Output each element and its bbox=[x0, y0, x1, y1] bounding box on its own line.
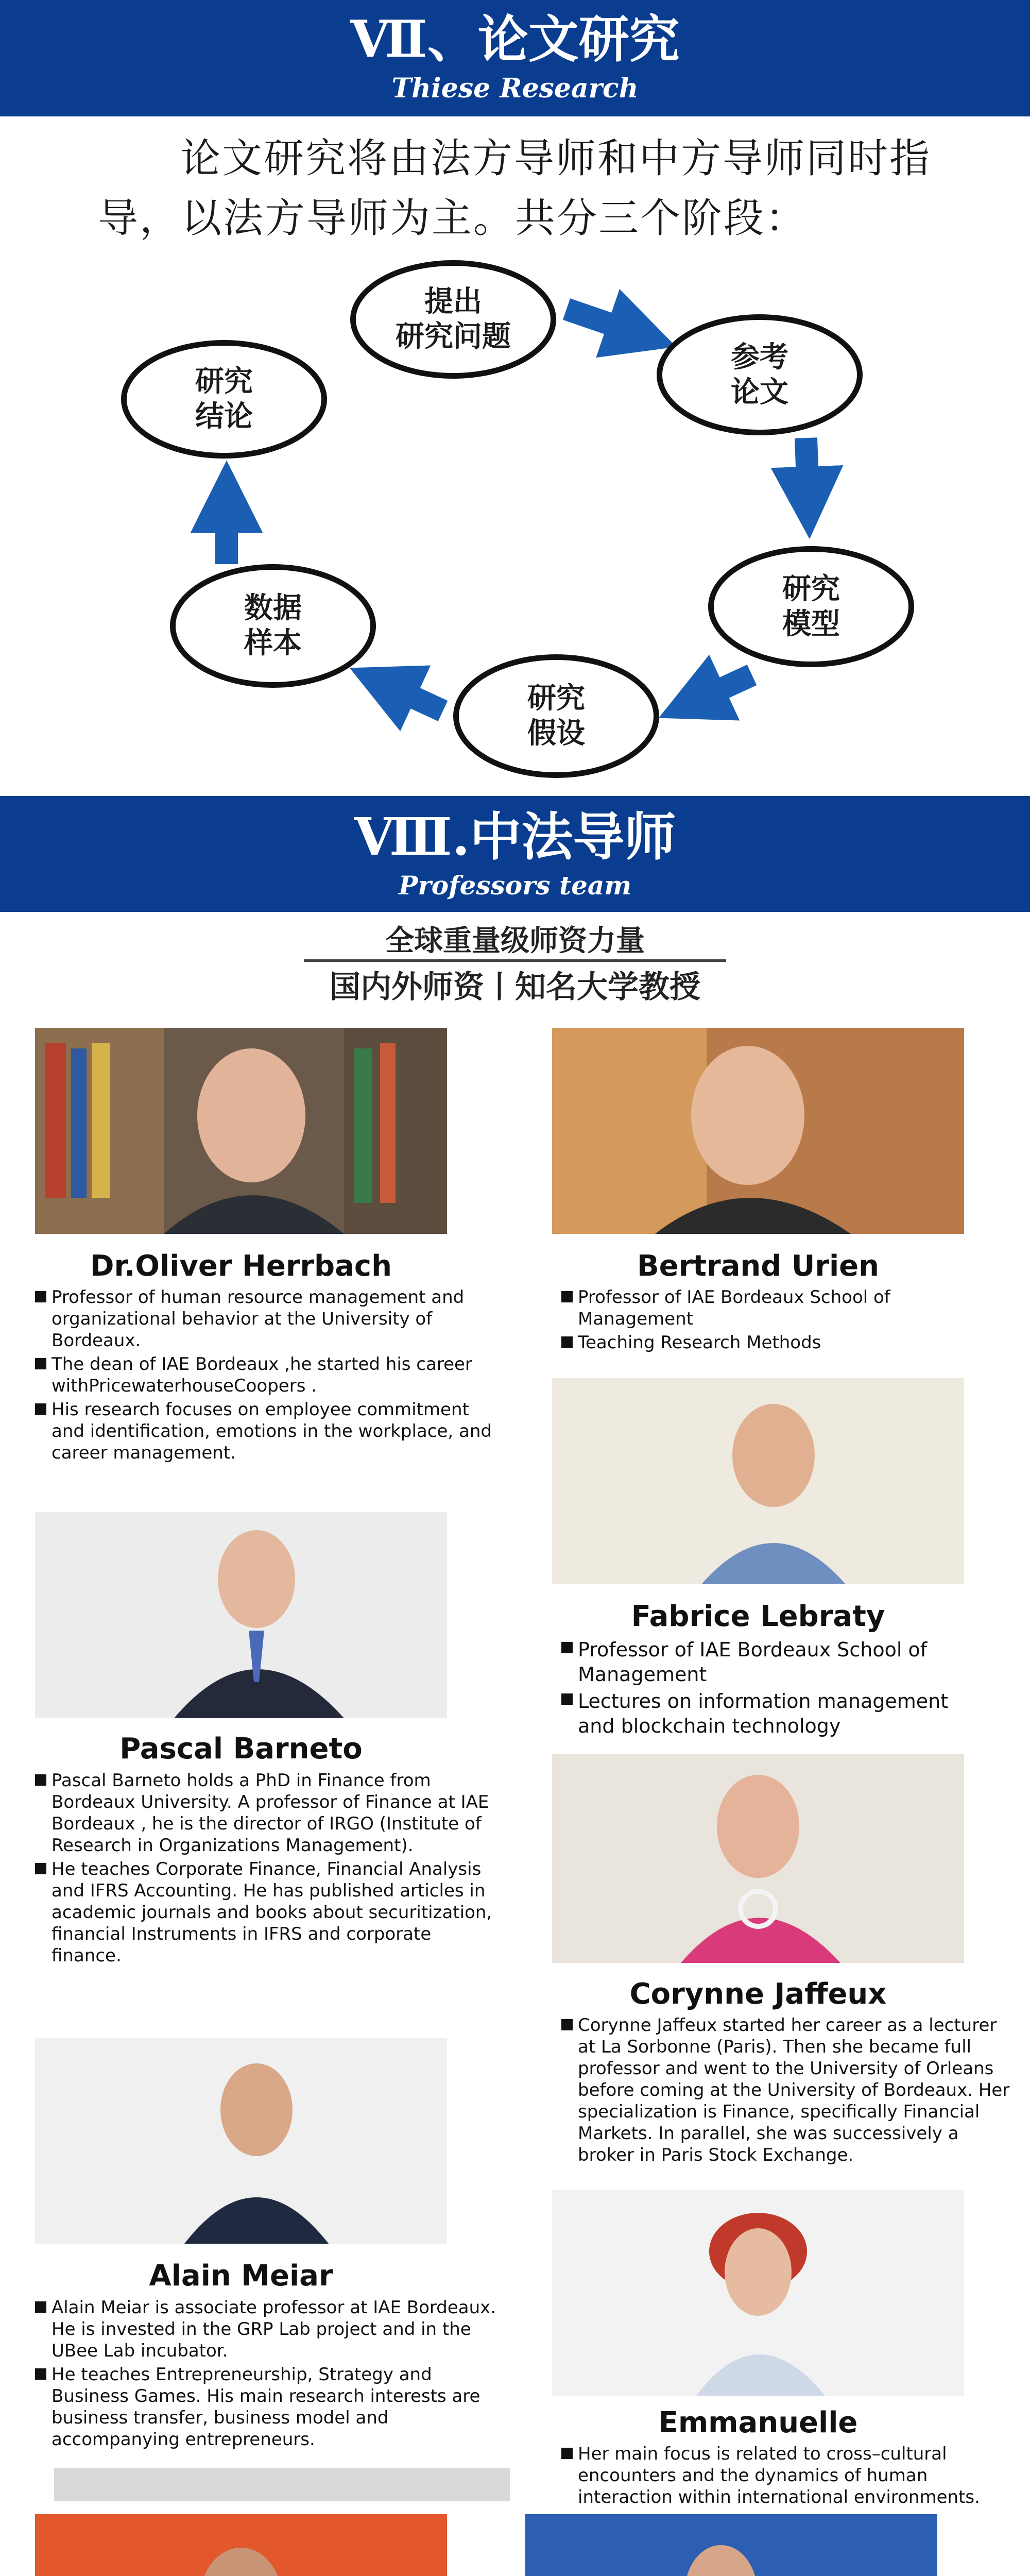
bullet: Alain Meiar is associate professor at IAE Bordeaux. He is invested in the GRP Lab project and in the UBee Lab incubator. bbox=[35, 2297, 509, 2362]
bullet: He teaches Corporate Finance, Financial Analysis and IFRS Accounting. He has published articles in academic journals and books about securitization, financial Instruments in IFRS and corporate finance. bbox=[35, 1858, 499, 1967]
prof-bullets-herrbach bbox=[35, 1286, 499, 1466]
arrow-4 bbox=[376, 680, 443, 711]
bullet: Corynne Jaffeux started her career as a lecturer at La Sorbonne (Paris). Then she became full professor and went to the University of Orleans before coming at the University of Bordeaux. Her specialization is Finance, specifically Financial Markets. In parallel, she was successively a broker in Paris Stock Exchange. bbox=[561, 2014, 1015, 2166]
section8-title: Ⅷ.中法导师 bbox=[354, 806, 676, 867]
prof-bullets-jaffeux bbox=[561, 2014, 1015, 2168]
bullet: The dean of IAE Bordeaux ,he started his career withPricewaterhouseCoopers . bbox=[35, 1353, 499, 1397]
section7-intro: 论文研究将由法方导师和中方导师同时指导，以法方导师为主。共分三个阶段： bbox=[98, 135, 932, 242]
prof-name-lebraty: Fabrice Lebraty bbox=[631, 1600, 885, 1633]
prof-name-jaffeux: Corynne Jaffeux bbox=[629, 1977, 887, 2011]
section-divider bbox=[54, 2468, 510, 2501]
prof-bullets-urien bbox=[561, 1286, 984, 1355]
tagline-rule bbox=[304, 959, 726, 962]
bullet: Pascal Barneto holds a PhD in Finance from Bordeaux University. A professor of Finance at IAE Bordeaux , he is the director of IRGO (Institute of Research in Organizations Management). bbox=[35, 1770, 499, 1856]
cycle-step-5: 数据 样本 bbox=[170, 564, 376, 688]
photo-barneto bbox=[35, 1512, 447, 1718]
photo-urien bbox=[552, 1028, 964, 1234]
cycle-step-2: 参考 论文 bbox=[657, 314, 863, 435]
prof-name-meiar: Alain Meiar bbox=[149, 2259, 333, 2293]
arrow-2 bbox=[806, 438, 809, 510]
bullet: Teaching Research Methods bbox=[561, 1332, 984, 1353]
bullet: Lectures on information management and blockchain technology bbox=[561, 1689, 984, 1738]
section7-title: Ⅶ、论文研究 bbox=[350, 10, 680, 69]
section7-subtitle: Thiese Research bbox=[391, 73, 639, 104]
prof-name-urien: Bertrand Urien bbox=[637, 1249, 880, 1283]
prof-name-barneto: Pascal Barneto bbox=[119, 1732, 363, 1766]
photo-lebraty bbox=[552, 1378, 964, 1584]
bullet: He teaches Entrepreneurship, Strategy and Business Games. His main research interests are business transfer, business model and accompanying entrepreneurs. bbox=[35, 2364, 509, 2450]
photo-emmanuelle bbox=[552, 2190, 964, 2396]
bullet: Professor of IAE Bordeaux School of Management bbox=[561, 1637, 984, 1687]
prof-bullets-lebraty bbox=[561, 1637, 984, 1740]
arrow-1 bbox=[566, 309, 649, 337]
section7-banner bbox=[0, 0, 1030, 116]
bullet: Her main focus is related to cross–cultural encounters and the dynamics of human interaction within international environments. bbox=[561, 2443, 1015, 2508]
section8-banner bbox=[0, 796, 1030, 912]
prof-name-emmanuelle: Emmanuelle bbox=[658, 2406, 858, 2439]
prof-bullets-emmanuelle bbox=[561, 2443, 1015, 2510]
photo-xiang bbox=[35, 2514, 447, 2576]
bullet: Professor of IAE Bordeaux School of Management bbox=[561, 1286, 984, 1330]
bullet: Professor of human resource management and organizational behavior at the University of Bordeaux. bbox=[35, 1286, 499, 1351]
prof-bullets-barneto bbox=[35, 1770, 499, 1969]
photo-jin bbox=[525, 2514, 937, 2576]
cycle-step-1: 提出 研究问题 bbox=[350, 260, 556, 379]
arrow-3 bbox=[685, 675, 752, 706]
prof-bullets-meiar bbox=[35, 2297, 509, 2452]
photo-jaffeux bbox=[552, 1754, 964, 1963]
cycle-step-3: 研究 模型 bbox=[708, 546, 914, 667]
photo-meiar bbox=[35, 2038, 447, 2244]
tagline-1: 全球重量级师资力量 bbox=[385, 924, 645, 958]
tagline-2: 国内外师资丨知名大学教授 bbox=[330, 969, 700, 1005]
cycle-step-6: 研究 结论 bbox=[121, 340, 327, 459]
prof-name-herrbach: Dr.Oliver Herrbach bbox=[90, 1249, 392, 1283]
cycle-step-4: 研究 假设 bbox=[453, 654, 659, 778]
photo-herrbach bbox=[35, 1028, 447, 1234]
bullet: His research focuses on employee commitment and identification, emotions in the workplace, and career management. bbox=[35, 1399, 499, 1464]
section8-subtitle: Professors team bbox=[398, 870, 632, 901]
